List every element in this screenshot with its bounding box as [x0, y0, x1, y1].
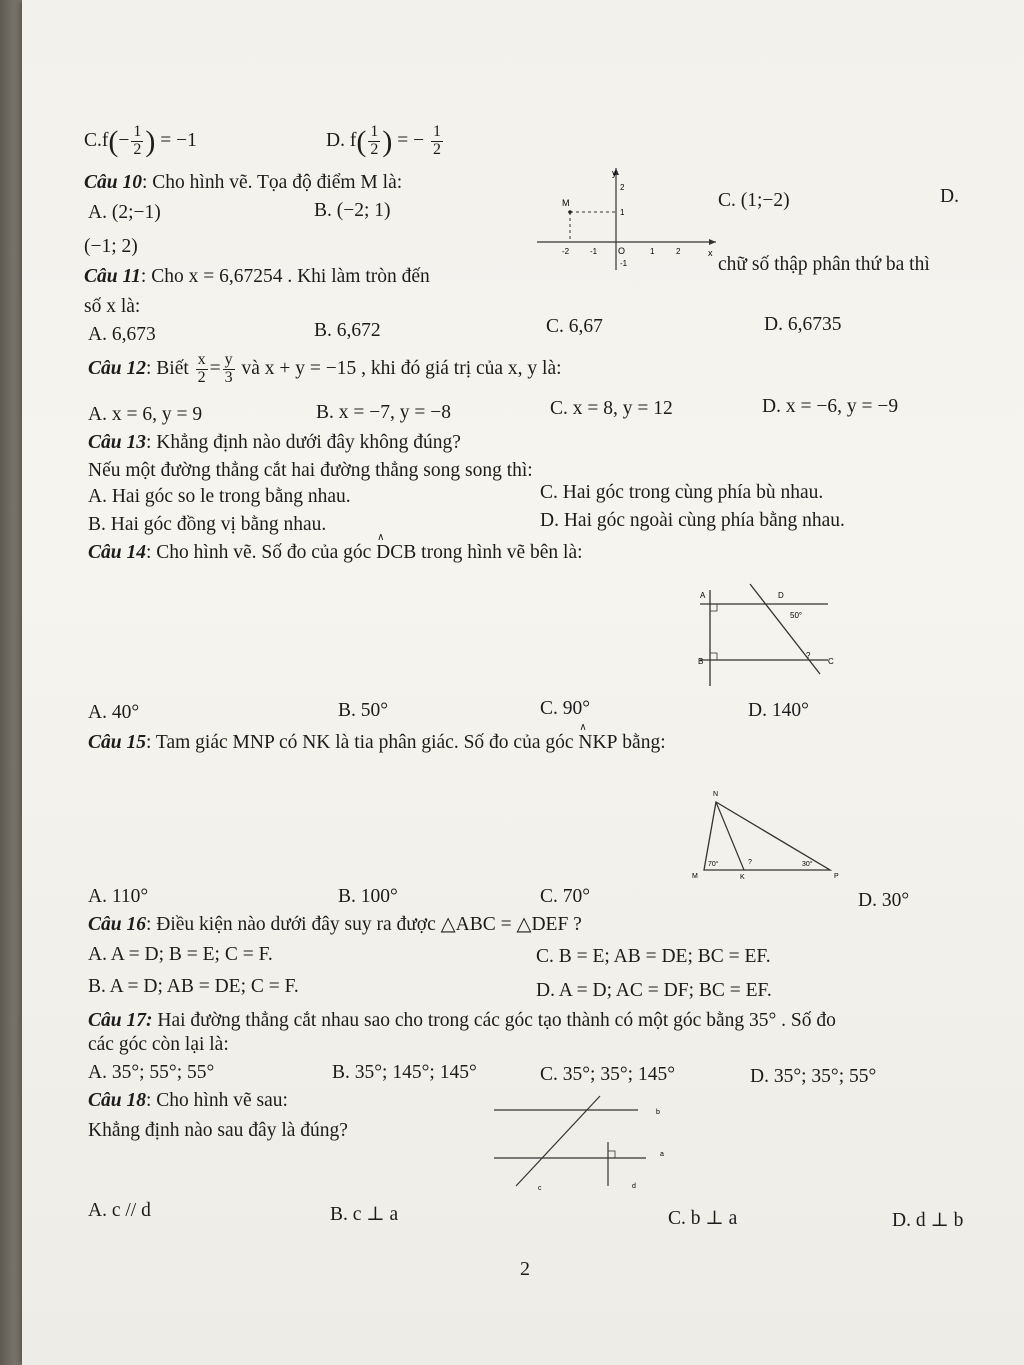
q14-fig-angle-50: 50° [790, 611, 803, 620]
q11-stem-cont: chữ số thập phân thứ ba thì [718, 254, 930, 275]
q14-fig-angle-unknown: ? [806, 651, 811, 660]
q18-fig-label-b: b [656, 1109, 660, 1116]
q11-option-d: D. 6,6735 [764, 314, 842, 335]
q14-fig-label-d: D [778, 591, 784, 600]
q16-option-a: A. A = D; B = E; C = F. [88, 944, 273, 965]
q11-stem: Câu 11: Cho x = 6,67254 . Khi làm tròn đến [84, 266, 430, 287]
q12-option-a: A. x = 6, y = 9 [88, 404, 203, 425]
q10-coordinate-graph [532, 162, 722, 274]
q17-stem: Câu 17: Hai đường thẳng cắt nhau sao cho trong các góc tạo thành có một góc bằng 35° . Số đo [88, 1010, 836, 1031]
q15-fig-label-p: P [834, 873, 839, 880]
q10-option-b: B. (−2; 1) [314, 200, 391, 221]
q13-stem-line2: Nếu một đường thẳng cắt hai đường thẳng song song thì: [88, 460, 533, 481]
q14-stem: Câu 14: Cho hình vẽ. Số đo của góc ∧ DCB trong hình vẽ bên là: [88, 542, 583, 563]
q14-fig-label-b: B [698, 657, 704, 666]
q15-fig-label-m: M [692, 873, 698, 880]
q15-fig-label-n: N [713, 791, 719, 798]
q10-graph-tick-xm2: -2 [562, 247, 570, 256]
q15-option-b: B. 100° [338, 886, 398, 907]
q10-option-a: A. (2;−1) [88, 202, 161, 223]
q10-option-d: D. [940, 186, 959, 207]
q14-option-b: B. 50° [338, 700, 389, 721]
q15-fig-angle-70: 70° [708, 861, 719, 868]
q15-fig-angle-unknown: ? [748, 859, 752, 866]
q18-fig-label-a: a [660, 1151, 664, 1158]
q16-option-c: C. B = E; AB = DE; BC = EF. [536, 946, 771, 967]
q14-fig-label-a: A [700, 591, 706, 600]
q11-stem-line3: số x là: [84, 296, 141, 317]
q13-option-c: C. Hai góc trong cùng phía bù nhau. [540, 482, 824, 503]
q12-option-c: C. x = 8, y = 12 [550, 398, 673, 419]
prev-option-c: C.f(− $\frac{1}{2}$ ) = −1 [84, 123, 197, 158]
q18-figure [488, 1094, 678, 1194]
q14-fig-label-c: C [828, 657, 834, 666]
q11-option-b: B. 6,672 [314, 320, 381, 341]
q10-graph-m-label: M [562, 198, 570, 208]
q10-graph-origin: O [618, 246, 626, 256]
q15-option-a: A. 110° [88, 886, 149, 907]
q15-figure [684, 786, 864, 886]
q11-option-c: C. 6,67 [546, 316, 603, 337]
q10-graph-x-label: x [708, 248, 713, 258]
q18-stem-line2: Khẳng định nào sau đây là đúng? [88, 1120, 348, 1141]
q10-graph-tick-ym1: -1 [620, 259, 628, 268]
q12-option-b: B. x = −7, y = −8 [316, 402, 451, 423]
q10-stem: Câu 10: Cho hình vẽ. Tọa độ điểm M là: [84, 172, 403, 193]
q12-stem: Câu 12: Biết $\frac{x}{2}$ = $\frac{y}{3}$ và x + y = −15 , khi đó giá trị của x, y là: [88, 351, 562, 386]
q17-option-d: D. 35°; 35°; 55° [750, 1066, 877, 1087]
q18-option-d: D. d ⊥ b [892, 1210, 964, 1231]
q14-option-a: A. 40° [88, 702, 140, 723]
q16-option-b: B. A = D; AB = DE; C = F. [88, 976, 299, 997]
q10-graph-tick-x2: 2 [676, 247, 681, 256]
q10-graph-tick-xm1: -1 [590, 247, 598, 256]
q17-option-c: C. 35°; 35°; 145° [540, 1064, 675, 1085]
q14-option-d: D. 140° [748, 700, 809, 721]
q18-fig-label-d: d [632, 1183, 636, 1190]
prev-option-d: D. f( $\frac{1}{2}$ ) = − $\frac{1}{2}$ [326, 123, 441, 158]
q15-option-c: C. 70° [540, 886, 591, 907]
q18-fig-label-c: c [538, 1185, 542, 1192]
q14-option-c: C. 90° [540, 698, 591, 719]
q10-option-d-value: (−1; 2) [84, 236, 138, 257]
q15-stem: Câu 15: Tam giác MNP có NK là tia phân giác. Số đo của góc ∧ NKP bằng: [88, 732, 666, 753]
q16-stem: Câu 16: Điều kiện nào dưới đây suy ra được △ABC = △DEF ? [88, 914, 582, 935]
q15-fig-label-k: K [740, 874, 745, 881]
q10-graph-tick-x1: 1 [650, 247, 655, 256]
q18-option-b: B. c ⊥ a [330, 1204, 399, 1225]
q12-option-d: D. x = −6, y = −9 [762, 396, 899, 417]
q18-option-c: C. b ⊥ a [668, 1208, 738, 1229]
q15-option-d: D. 30° [858, 890, 910, 911]
q10-graph-tick-y1: 1 [620, 208, 625, 217]
q17-option-b: B. 35°; 145°; 145° [332, 1062, 477, 1083]
q17-option-a: A. 35°; 55°; 55° [88, 1062, 215, 1083]
q15-fig-angle-30: 30° [802, 861, 813, 868]
q18-stem: Câu 18: Cho hình vẽ sau: [88, 1090, 288, 1111]
q17-stem-line2: các góc còn lại là: [88, 1034, 229, 1055]
q18-option-a: A. c // d [88, 1200, 151, 1221]
q16-option-d: D. A = D; AC = DF; BC = EF. [536, 980, 772, 1001]
q13-option-d: D. Hai góc ngoài cùng phía bằng nhau. [540, 510, 845, 531]
page-number: 2 [520, 1258, 530, 1280]
q13-stem: Câu 13: Khẳng định nào dưới đây không đúng? [88, 432, 461, 453]
q10-option-c: C. (1;−2) [718, 190, 790, 211]
q13-option-a: A. Hai góc so le trong bằng nhau. [88, 486, 351, 507]
q10-graph-tick-y2: 2 [620, 183, 625, 192]
q13-option-b: B. Hai góc đồng vị bằng nhau. [88, 514, 327, 535]
q14-figure [682, 580, 832, 690]
q10-graph-y-label: y [612, 168, 617, 178]
exam-page [22, 0, 1024, 1365]
q11-option-a: A. 6,673 [88, 324, 156, 345]
